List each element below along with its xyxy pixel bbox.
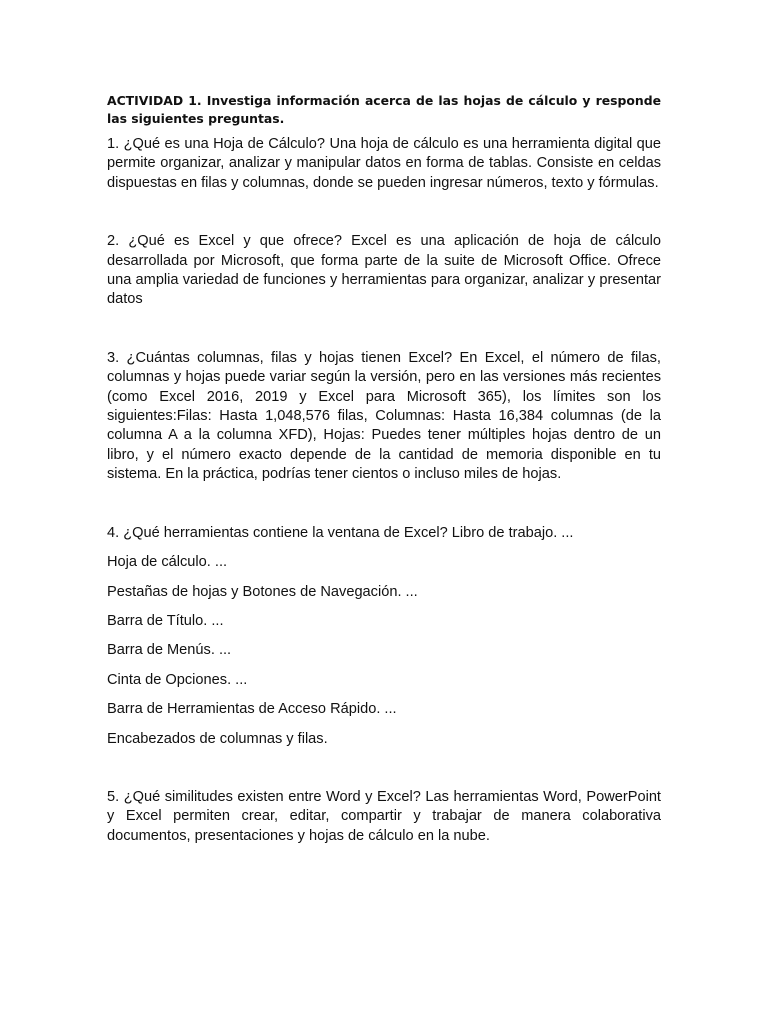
list-item: Barra de Título. ... (107, 612, 224, 629)
answer-1: 1. ¿Qué es una Hoja de Cálculo? Una hoja de cálculo es una herramienta digital que permite organizar, analizar y manipular datos en forma de tablas. Consiste en celdas dispuestas en filas y columnas, donde se pueden ingresar números, texto y fórmulas. (107, 136, 661, 191)
list-item: Barra de Herramientas de Acceso Rápido. ... (107, 701, 397, 718)
answer-5: 5. ¿Qué similitudes existen entre Word y Excel? Las herramientas Word, PowerPoint y Excel permiten crear, editar, compartir y trabajar de manera colaborativa documentos, presentaciones y hojas de cálculo en la nube. (107, 788, 661, 844)
list-item: Encabezados de columnas y filas. (107, 730, 328, 747)
document-page (107, 92, 661, 846)
answer-4: 4. ¿Qué herramientas contiene la ventana de Excel? Libro de trabajo. ... (107, 524, 574, 541)
excel-tools-list (107, 543, 661, 749)
answer-3: 3. ¿Cuántas columnas, filas y hojas tienen Excel? En Excel, el número de filas, columnas y hojas puede variar según la versión, pero en las versiones más recientes (como Excel 2016, 2019 y Excel para Microsoft 365), los límites son los siguientes:Filas: Hasta 1,048,576 filas, Columnas: Hasta 16,384 columnas (de la columna A a la columna XFD), Hojas: Puedes tener múltiples hojas dentro de un libro, y el número exacto depende de la cantidad de memoria disponible en tu sistema. En la práctica, podrías tener cientos o incluso miles de hojas. (107, 349, 661, 483)
list-item: Pestañas de hojas y Botones de Navegación. ... (107, 583, 418, 600)
activity-heading: ACTIVIDAD 1. Investiga información acerca de las hojas de cálculo y responde las siguientes preguntas. (107, 93, 661, 126)
list-item: Cinta de Opciones. ... (107, 671, 248, 688)
list-item: Barra de Menús. ... (107, 642, 232, 659)
answer-2: 2. ¿Qué es Excel y que ofrece? Excel es una aplicación de hoja de cálculo desarrollada por Microsoft, que forma parte de la suite de Microsoft Office. Ofrece una amplia variedad de funciones y herramientas para organizar, analizar y presentar datos (107, 233, 661, 308)
list-item: Hoja de cálculo. ... (107, 554, 228, 571)
